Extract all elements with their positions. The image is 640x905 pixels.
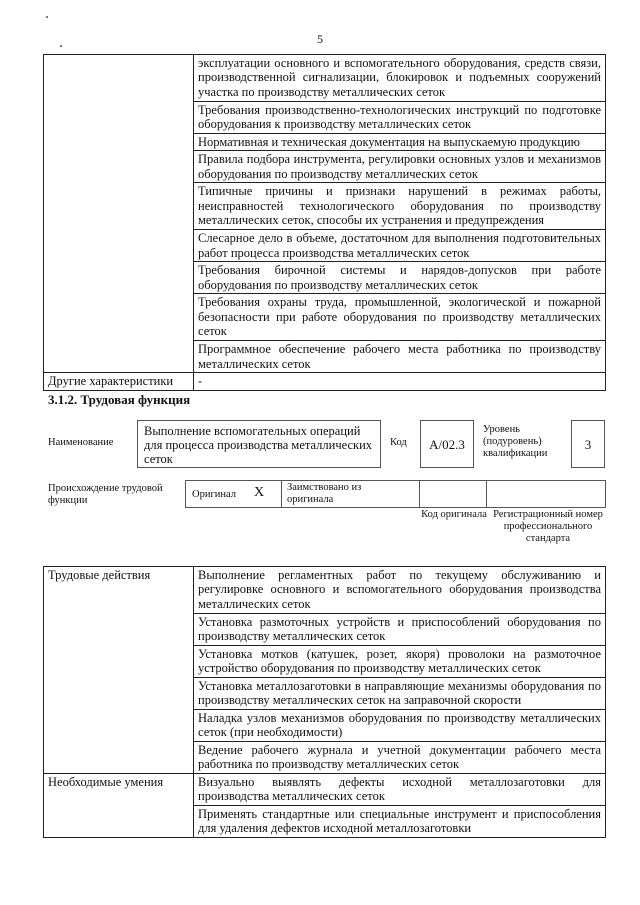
name-label: Наименование bbox=[48, 437, 114, 448]
origin-borrowed-label: Заимствовано из оригинала bbox=[287, 482, 362, 505]
knowledge-item: Требования охраны труда, промышленной, экологической и пожарной безопасности при работе оборудования по производству металлических сеток bbox=[194, 294, 606, 341]
origin-code-caption: Код оригинала bbox=[421, 509, 487, 520]
skill-item: Применять стандартные или специальные инструмент и приспособления для удаления дефектов исходной металлозаготовки bbox=[194, 806, 606, 838]
knowledge-item: Требования бирочной системы и нарядов-допусков при работе оборудования по производству металлических сеток bbox=[194, 262, 606, 294]
origin-reg-number-cell bbox=[486, 480, 606, 508]
actions-skills-table bbox=[43, 566, 606, 838]
other-characteristics-value: - bbox=[194, 373, 606, 390]
code-label: Код bbox=[390, 437, 407, 448]
scan-speck bbox=[46, 16, 48, 18]
labor-action-item: Установка металлозаготовки в направляющие механизмы оборудования по производству металлических сеток на заправочной скорости bbox=[194, 678, 606, 710]
knowledge-table bbox=[43, 54, 606, 391]
page-number: 5 bbox=[317, 32, 323, 46]
code-box: А/02.3 bbox=[420, 420, 474, 468]
origin-reg-caption: Регистрационный номер профессионального стандарта bbox=[493, 509, 603, 544]
origin-original-label: Оригинал bbox=[192, 489, 236, 500]
labor-action-item: Наладка узлов механизмов оборудования по производству металлических сеток (при необходимости) bbox=[194, 710, 606, 742]
knowledge-item: Требования производственно-технологических инструкций по подготовке оборудования к производству металлических сеток bbox=[194, 102, 606, 134]
labor-action-item: Выполнение регламентных работ по текущему обслуживанию и регулировке основного и вспомогательного оборудования производства металлических сеток bbox=[194, 567, 606, 614]
knowledge-item: Нормативная и техническая документация на выпускаемую продукцию bbox=[194, 134, 606, 151]
knowledge-item: эксплуатации основного и вспомогательного оборудования, средств связи, производственной сигнализации, блокировок и подъемных сооружений участка по производству металлических сеток bbox=[194, 55, 606, 102]
origin-original-mark: X bbox=[254, 485, 265, 500]
knowledge-label-cell bbox=[44, 55, 194, 373]
origin-label: Происхождение трудовой функции bbox=[48, 483, 163, 506]
labor-action-item: Ведение рабочего журнала и учетной документации рабочего места работника по производству металлических сеток bbox=[194, 742, 606, 774]
knowledge-item: Правила подбора инструмента, регулировки основных узлов и механизмов оборудования по производству металлических сеток bbox=[194, 151, 606, 183]
knowledge-item: Типичные причины и признаки нарушений в режимах работы, неисправностей технологического оборудования по производству металлических сеток, способы их устранения и предупреждения bbox=[194, 183, 606, 230]
labor-action-item: Установка размоточных устройств и приспособлений оборудования по производству металлических сеток bbox=[194, 614, 606, 646]
labor-action-item: Установка мотков (катушек, розет, якоря) проволоки на размоточное устройство оборудования по производству металлических сеток bbox=[194, 646, 606, 678]
qualification-level-label: Уровень (подуровень) квалификации bbox=[483, 424, 548, 459]
knowledge-item: Слесарное дело в объеме, достаточном для выполнения подготовительных работ процесса производства металлических сеток bbox=[194, 230, 606, 262]
origin-code-cell bbox=[419, 480, 487, 508]
function-name-box: Выполнение вспомогательных операций для процесса производства металлических сеток bbox=[137, 420, 381, 468]
labor-actions-label: Трудовые действия bbox=[44, 567, 194, 774]
knowledge-item: Программное обеспечение рабочего места работника по производству металлических сеток bbox=[194, 341, 606, 373]
other-characteristics-label: Другие характеристики bbox=[44, 373, 194, 390]
section-heading: 3.1.2. Трудовая функция bbox=[48, 392, 191, 407]
skill-item: Визуально выявлять дефекты исходной металлозаготовки для производства металлических сеток bbox=[194, 774, 606, 806]
qualification-level-box: 3 bbox=[571, 420, 605, 468]
required-skills-label: Необходимые умения bbox=[44, 774, 194, 838]
